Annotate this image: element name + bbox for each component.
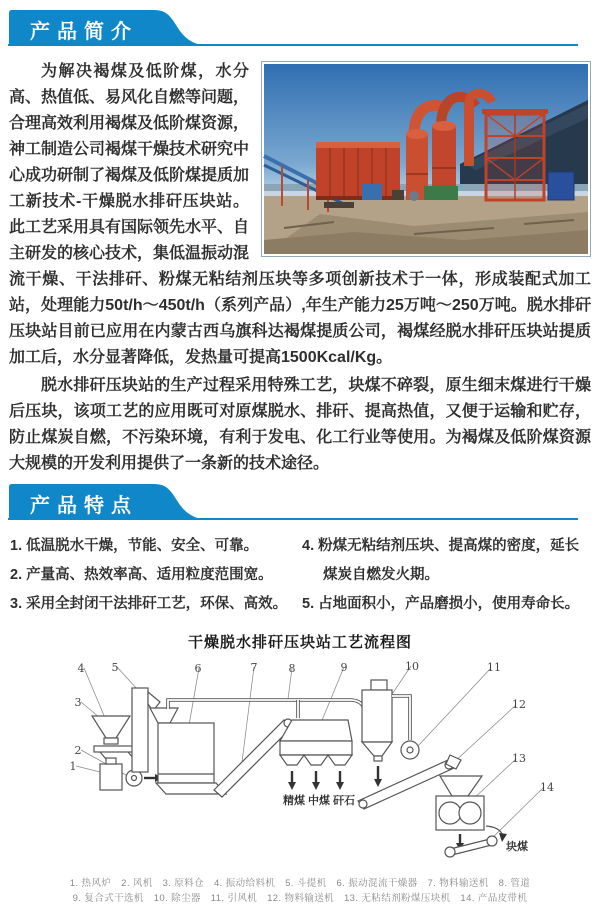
feature-item-4: 4. 粉煤无粘结剂压块、提高煤的密度，延长煤炭自燃发火期。 [302,538,580,583]
feature-item-2: 2. 产量高、热效率高、适用粒度范围宽。 [10,567,273,583]
output-labels [282,793,355,807]
product-label-lump-coal: 块煤 [506,841,528,853]
legend-line-2: 9. 复合式干选机 10. 除尘器 11. 引风机 12. 物料输送机 13. 无粘结剂粉煤压块机 14. 产品皮带机 [72,893,528,904]
raw-material-bin [92,716,130,744]
diagram-title: 干燥脱水排矸压块站工艺流程图 [187,634,412,651]
dry-separator [280,720,352,790]
induced-draft-fan [392,696,419,759]
features-banner-title: 产品特点 [30,495,138,517]
callout-10: 10 [405,660,419,673]
plant-photo [261,61,591,257]
legend-line-1: 1. 热风炉 2. 风机 3. 原料仓 4. 振动给料机 5. 斗提机 6. 振动混流干燥器 7. 物料输送机 8. 管道 [69,878,531,889]
features-column-left [10,532,302,619]
callout-3: 3 [74,696,82,709]
vibrating-dryer [150,708,226,794]
dust-collector [362,680,392,787]
callout-5: 5 [111,661,119,674]
pipe [168,700,364,718]
diagram-legend [0,876,600,906]
output-label-middle-coal: 中煤 [308,795,330,807]
plant-photo-illustration [264,64,588,254]
bucket-elevator [132,688,160,772]
callout-14: 14 [540,781,554,794]
feature-item-1: 1. 低温脱水干燥，节能、安全、可靠。 [10,538,259,554]
features-section [0,521,600,619]
feature-item-3: 3. 采用全封闭干法排矸工艺，环保、高效。 [10,596,288,612]
intro-banner-title: 产品简介 [30,21,138,43]
red-housing [316,142,400,200]
lattice-tower [482,109,548,200]
callout-1: 1 [69,760,77,773]
features-banner [8,483,578,521]
callout-7: 7 [250,661,258,674]
callout-13: 13 [512,752,526,765]
callout-9: 9 [340,661,348,674]
callout-4: 4 [77,662,85,675]
process-flow-diagram [0,654,600,874]
intro-paragraph-2: 脱水排矸压块站的生产过程采用特殊工艺，块煤不碎裂，原生细末煤进行干燥后压块，该项工艺的应用既可对原煤脱水、排矸、提高热值，又便于运输和贮存，防止煤炭自燃，不污染环境，有利于发电、化工行业等使用。为褐煤及低阶煤资源大规模的开发利用提供了一条新的技术途径。 [9,377,591,472]
briquette-machine [436,776,484,851]
features-column-right [302,532,592,619]
callout-12: 12 [512,698,526,711]
material-conveyor-1 [214,719,292,797]
intro-section [0,47,600,479]
callout-8: 8 [288,662,296,675]
feature-item-5: 5. 占地面积小，产品磨损小，使用寿命长。 [302,596,580,612]
product-belt-conveyor [445,826,507,857]
output-label-fine-coal: 精煤 [283,795,305,807]
output-label-gangue: 矸石 [333,795,355,807]
blue-container [548,172,574,200]
vibrating-feeder [94,746,136,759]
callout-11: 11 [487,661,501,674]
callout-6: 6 [194,662,202,675]
intro-banner [8,9,578,47]
callout-2: 2 [74,744,82,757]
intro-paragraph-1: 为解决褐煤及低阶煤，水分高、热值低、易风化自燃等问题，合理高效利用褐煤及低阶煤资源，神工制造公司褐煤干燥技术研究中心成功研制了褐煤及低阶煤提质加工新技术-干燥脱水排矸压块站。此工艺采用具有国际领先水平、自主研发的核心技术，集低温振动混流干燥、干法排矸、粉煤无粘结剂压块等多项创新技术于一体，形成装配式加工站，处理能力50t/h～450t/h（系列产品）,年生产能力25万吨～250万吨。脱水排矸压块站目前已应用在内蒙古西乌旗科达褐煤提质公司，褐煤经脱水排矸压块站提质加工后，水分显著降低，发热量可提高1500Kcal/Kg。 [9,63,591,366]
